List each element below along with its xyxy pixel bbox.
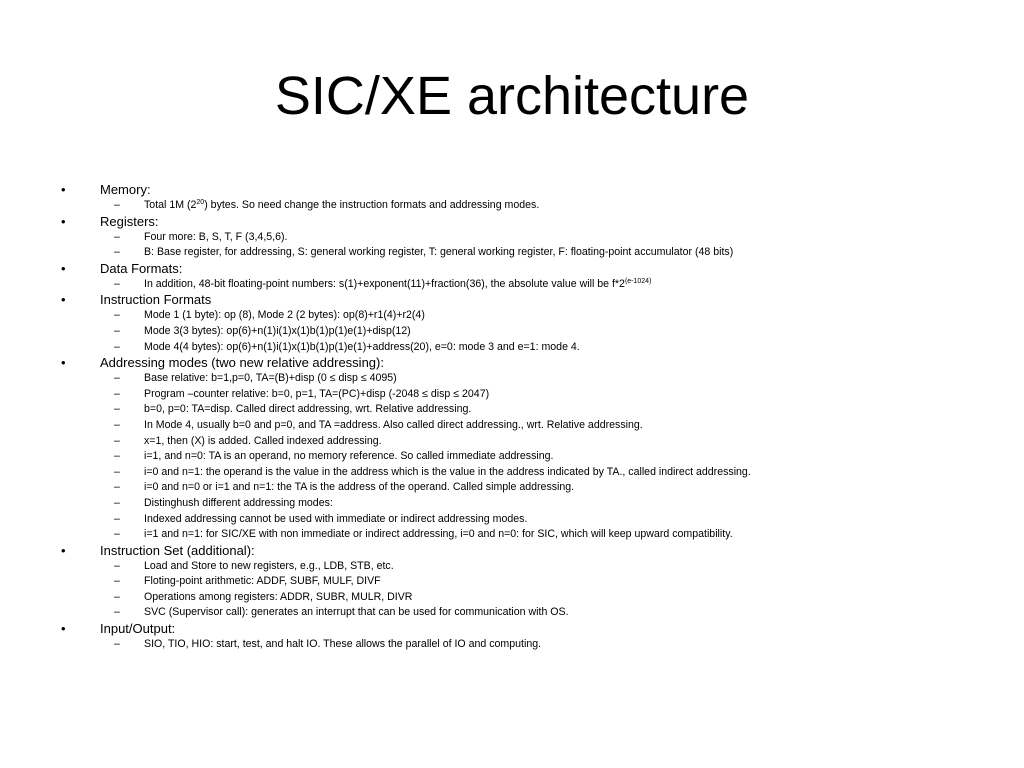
sub-bullet-text: B: Base register, for addressing, S: general working register, T: general working register, F: floating-point accumulator (48 bits) xyxy=(144,246,734,259)
sub-bullet-item xyxy=(58,277,988,293)
sub-bullet-item xyxy=(58,480,988,496)
dash-icon: – xyxy=(114,512,120,525)
dash-icon: – xyxy=(114,434,120,447)
bullet-icon: • xyxy=(61,260,66,276)
dash-icon: – xyxy=(114,638,120,651)
slide-content xyxy=(58,182,988,653)
sub-bullet-item xyxy=(58,496,988,512)
sub-bullet-text: x=1, then (X) is added. Called indexed addressing. xyxy=(144,434,382,447)
sub-bullet-item xyxy=(58,308,988,324)
sub-bullet-text: Total 1M (2 xyxy=(144,199,197,211)
sub-bullet-text: SVC (Supervisor call): generates an interrupt that can be used for communication with OS. xyxy=(144,606,569,619)
slide-title: SIC/XE architecture xyxy=(274,66,750,126)
dash-icon: – xyxy=(114,340,120,353)
sub-bullet-item xyxy=(58,449,988,465)
bullet-icon: • xyxy=(61,621,66,637)
sub-bullet-item xyxy=(58,590,988,606)
bullet-text: Memory: xyxy=(100,182,151,197)
sub-bullet-text: Four more: B, S, T, F (3,4,5,6). xyxy=(144,230,288,243)
sub-bullet-item xyxy=(58,418,988,434)
dash-icon: – xyxy=(114,372,120,385)
sub-bullet-text: Mode 4(4 bytes): op(6)+n(1)i(1)x(1)b(1)p(1)e(1)+address(20), e=0: mode 3 and e=1: mode 4. xyxy=(144,340,580,353)
sub-bullet-item xyxy=(58,371,988,387)
dash-icon: – xyxy=(114,277,120,290)
bullet-text: Data Formats: xyxy=(100,260,183,276)
sub-bullet-item xyxy=(58,512,988,528)
bullet-text: Addressing modes (two new relative addressing): xyxy=(100,355,384,371)
sub-bullet-text: SIO, TIO, HIO: start, test, and halt IO. These allows the parallel of IO and computing. xyxy=(144,638,542,651)
sub-bullet-item xyxy=(58,245,988,261)
sub-bullet-text: i=1, and n=0: TA is an operand, no memory reference. So called immediate addressing. xyxy=(144,450,554,463)
bullet-text: Registers: xyxy=(100,213,159,229)
sub-bullet-item xyxy=(58,559,988,575)
bullet-item xyxy=(58,355,988,371)
dash-icon: – xyxy=(114,465,120,478)
sub-bullet-text: i=0 and n=0 or i=1 and n=1: the TA is the address of the operand. Called simple addressing. xyxy=(144,481,575,494)
dash-icon: – xyxy=(114,387,120,400)
sub-bullet-text: In addition, 48-bit floating-point numbers: s(1)+exponent(11)+fraction(36), the absolute value will be f*2 xyxy=(144,277,625,290)
sub-bullet-text: Mode 3(3 bytes): op(6)+n(1)i(1)x(1)b(1)p(1)e(1)+disp(12) xyxy=(144,324,411,337)
sub-bullet-item xyxy=(58,402,988,418)
superscript-text: (e-1024) xyxy=(624,277,652,285)
sub-bullet-text: In Mode 4, usually b=0 and p=0, and TA =address. Also called direct addressing., wrt. Relative addressing. xyxy=(144,418,643,431)
bullet-item xyxy=(58,261,988,277)
bullet-item xyxy=(58,214,988,230)
dash-icon: – xyxy=(114,418,120,431)
sub-bullet-text: Load and Store to new registers, e.g., LDB, STB, etc. xyxy=(144,559,394,572)
sub-bullet-text: Base relative: b=1,p=0, TA=(B)+disp (0 ≤ disp ≤ 4095) xyxy=(144,372,397,385)
bullet-item xyxy=(58,621,988,637)
bullet-text: Instruction Formats xyxy=(100,292,212,308)
sub-bullet-item xyxy=(58,198,988,214)
sub-bullet-item xyxy=(58,387,988,403)
dash-icon: – xyxy=(114,403,120,416)
dash-icon: – xyxy=(114,324,120,337)
sub-bullet-item xyxy=(58,324,988,340)
dash-icon: – xyxy=(114,246,120,259)
sub-bullet-text: b=0, p=0: TA=disp. Called direct addressing, wrt. Relative addressing. xyxy=(144,403,472,416)
dash-icon: – xyxy=(114,496,120,509)
dash-icon: – xyxy=(114,575,120,588)
dash-icon: – xyxy=(114,199,120,211)
bullet-item xyxy=(58,182,988,198)
bullet-text: Input/Output: xyxy=(100,621,176,637)
dash-icon: – xyxy=(114,450,120,463)
sub-bullet-text: Indexed addressing cannot be used with immediate or indirect addressing modes. xyxy=(144,512,528,525)
dash-icon: – xyxy=(114,590,120,603)
sub-bullet-item xyxy=(58,574,988,590)
dash-icon: – xyxy=(114,230,120,243)
bullet-icon: • xyxy=(61,292,66,308)
sub-bullet-item xyxy=(58,230,988,246)
dash-icon: – xyxy=(114,528,120,541)
sub-bullet-text: Floting-point arithmetic: ADDF, SUBF, MULF, DIVF xyxy=(144,575,381,588)
dash-icon: – xyxy=(114,309,120,322)
sub-bullet-text: ) bytes. So need change the instruction formats and addressing modes. xyxy=(204,199,540,211)
sub-bullet-item xyxy=(58,340,988,356)
sub-bullet-text: i=1 and n=1: for SIC/XE with non immediate or indirect addressing, i=0 and n=0: for SIC, which will keep upward compatibility. xyxy=(144,528,733,541)
dash-icon: – xyxy=(114,559,120,572)
sub-bullet-text: Operations among registers: ADDR, SUBR, MULR, DIVR xyxy=(144,590,413,603)
sub-bullet-item xyxy=(58,434,988,450)
bullet-icon: • xyxy=(61,355,66,371)
bullet-item xyxy=(58,292,988,308)
sub-bullet-text: Mode 1 (1 byte): op (8), Mode 2 (2 bytes): op(8)+r1(4)+r2(4) xyxy=(144,309,425,322)
dash-icon: – xyxy=(114,481,120,494)
sub-bullet-item xyxy=(58,527,988,543)
bullet-item xyxy=(58,543,988,559)
sub-bullet-item xyxy=(58,605,988,621)
sub-bullet-item xyxy=(58,637,988,653)
bullet-icon: • xyxy=(61,542,66,558)
sub-bullet-item xyxy=(58,465,988,481)
bullet-icon: • xyxy=(61,213,66,229)
sub-bullet-text: Distinghush different addressing modes: xyxy=(144,496,333,509)
bullet-icon: • xyxy=(61,182,66,197)
bullet-text: Instruction Set (additional): xyxy=(100,542,255,558)
dash-icon: – xyxy=(114,606,120,619)
superscript-text: 20 xyxy=(196,199,205,206)
sub-bullet-text: i=0 and n=1: the operand is the value in the address which is the value in the address indicated by TA., called indirect addressing. xyxy=(144,465,751,478)
sub-bullet-text: Program –counter relative: b=0, p=1, TA=(PC)+disp (-2048 ≤ disp ≤ 2047) xyxy=(144,387,490,400)
